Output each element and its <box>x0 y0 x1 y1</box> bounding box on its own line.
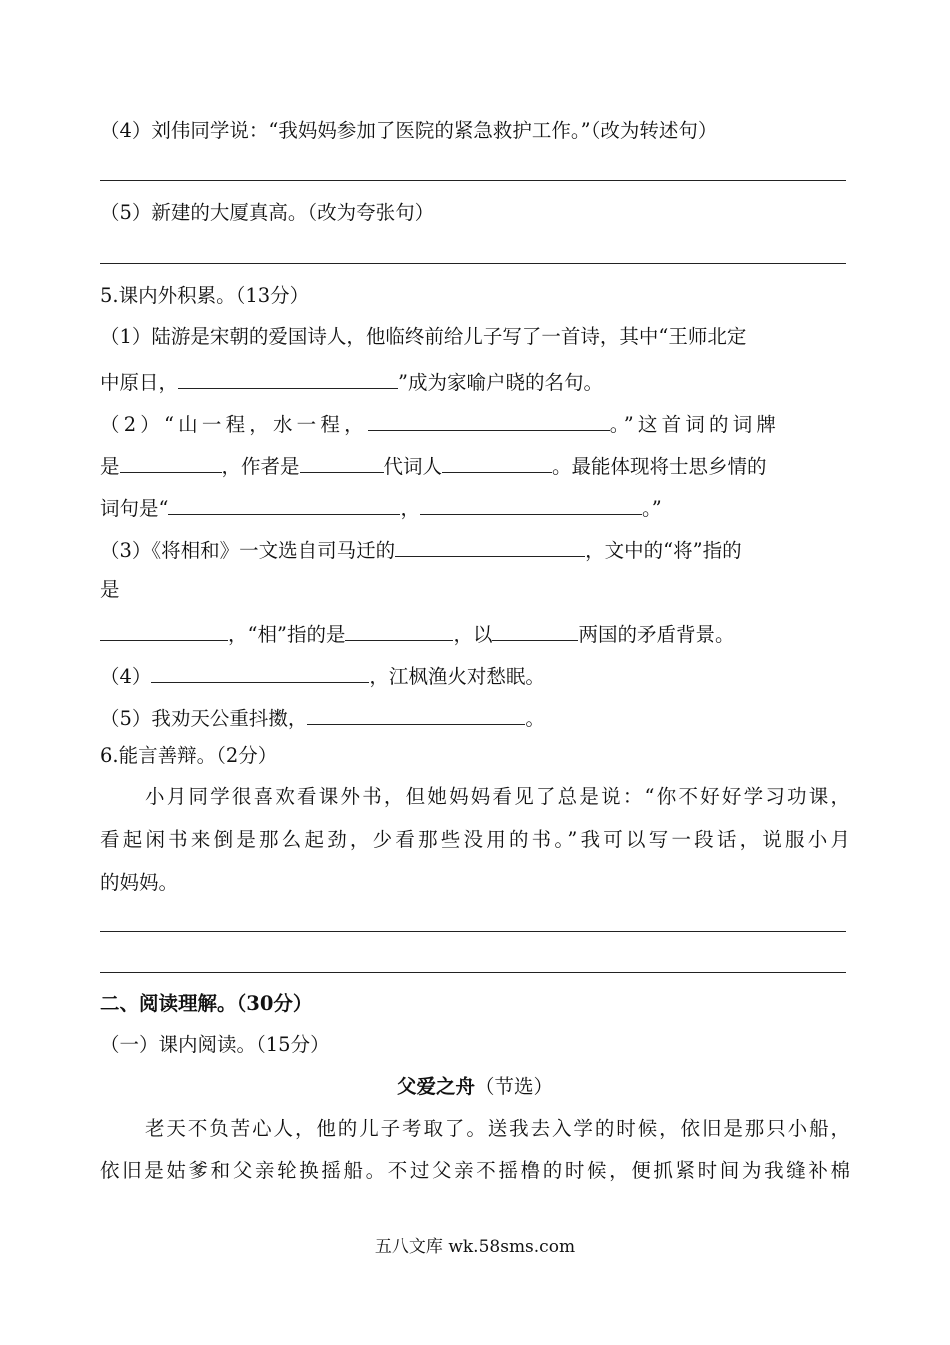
fill-blank[interactable] <box>420 492 642 515</box>
text-segment: （3）《将相和》一文选自司马迁的 <box>100 539 396 562</box>
question-4-4: （4）刘伟同学说：“我妈妈参加了医院的紧急救护工作。”（改为转述句） <box>100 119 718 142</box>
question-5-4 <box>100 660 850 691</box>
text-segment: ，文中的“将”指的 <box>585 539 742 562</box>
question-5-3-line1 <box>100 534 850 565</box>
fill-blank[interactable] <box>307 702 525 725</box>
question-5-2-line2 <box>100 450 850 481</box>
fill-blank[interactable] <box>120 450 222 473</box>
article-paragraph-line2: 依旧是姑爹和父亲轮换摇船。不过父亲不摇橹的时候，便抓紧时间为我缝补棉 <box>100 1159 850 1182</box>
text-segment: ，作者是 <box>221 455 300 478</box>
question-5-3-line3 <box>100 618 850 649</box>
question-6-paragraph-line1: 小月同学很喜欢看课外书，但她妈妈看见了总是说：“你不好好学习功课， <box>145 785 850 808</box>
question-6-paragraph-line3: 的妈妈。 <box>100 871 179 894</box>
text-segment: （2）“山一程，水一程， <box>100 413 368 436</box>
fill-blank[interactable] <box>368 408 610 431</box>
text-segment: 代词人 <box>383 455 443 478</box>
answer-line[interactable] <box>100 263 846 264</box>
text-segment: 。 <box>525 707 545 730</box>
question-5-2-line1 <box>100 408 850 439</box>
text-segment: ，“相”指的是 <box>228 623 346 646</box>
question-5-title: 5.课内外积累。（13分） <box>100 284 310 307</box>
fill-blank[interactable] <box>100 618 228 641</box>
question-5-3-line2: 是 <box>100 578 120 601</box>
question-5-1-line2 <box>100 366 850 397</box>
text-segment: 是 <box>100 455 120 478</box>
text-segment: （4） <box>100 665 152 688</box>
fill-blank[interactable] <box>442 450 552 473</box>
question-4-5: （5）新建的大厦真高。（改为夸张句） <box>100 201 435 224</box>
article-title-note: （节选） <box>475 1075 554 1098</box>
text-segment: （5）我劝天公重抖擞， <box>100 707 308 730</box>
question-5-1-line1: （1）陆游是宋朝的爱国诗人，他临终前给儿子写了一首诗，其中“王师北定 <box>100 325 747 348</box>
fill-blank[interactable] <box>151 660 369 683</box>
article-paragraph-line1: 老天不负苦心人，他的儿子考取了。送我去入学的时候，依旧是那只小船， <box>145 1117 850 1140</box>
text-segment: ， <box>400 497 420 520</box>
fill-blank[interactable] <box>345 618 453 641</box>
fill-blank[interactable] <box>178 366 398 389</box>
text-segment: ，以 <box>453 623 493 646</box>
fill-blank[interactable] <box>492 618 578 641</box>
fill-blank[interactable] <box>168 492 400 515</box>
fill-blank[interactable] <box>395 534 585 557</box>
question-6-title: 6.能言善辩。（2分） <box>100 744 278 767</box>
text-segment: ，江枫渔火对愁眠。 <box>369 665 545 688</box>
text-segment: 。”这首词的词牌 <box>609 413 781 436</box>
article-title-text: 父爱之舟 <box>396 1075 475 1098</box>
question-5-5 <box>100 702 850 733</box>
answer-line[interactable] <box>100 972 846 973</box>
answer-line[interactable] <box>100 180 846 181</box>
text-segment: ”成为家喻户晓的名句。 <box>398 371 603 394</box>
text-segment: 词句是“ <box>100 497 169 520</box>
article-title <box>100 1073 850 1101</box>
question-6-paragraph-line2: 看起闲书来倒是那么起劲，少看那些没用的书。”我可以写一段话，说服小月 <box>100 828 850 851</box>
text-segment: 。最能体现将士思乡情的 <box>552 455 767 478</box>
text-segment: 。” <box>642 497 662 520</box>
text-segment: 中原日， <box>100 371 179 394</box>
footer-watermark: 五八文库 wk.58sms.com <box>374 1237 576 1257</box>
text-segment: 两国的矛盾背景。 <box>578 623 735 646</box>
answer-line[interactable] <box>100 931 846 932</box>
question-5-2-line3 <box>100 492 850 523</box>
section-2-subtitle: （一）课内阅读。（15分） <box>100 1033 330 1056</box>
fill-blank[interactable] <box>300 450 384 473</box>
section-2-title: 二、阅读理解。（30分） <box>100 992 313 1015</box>
